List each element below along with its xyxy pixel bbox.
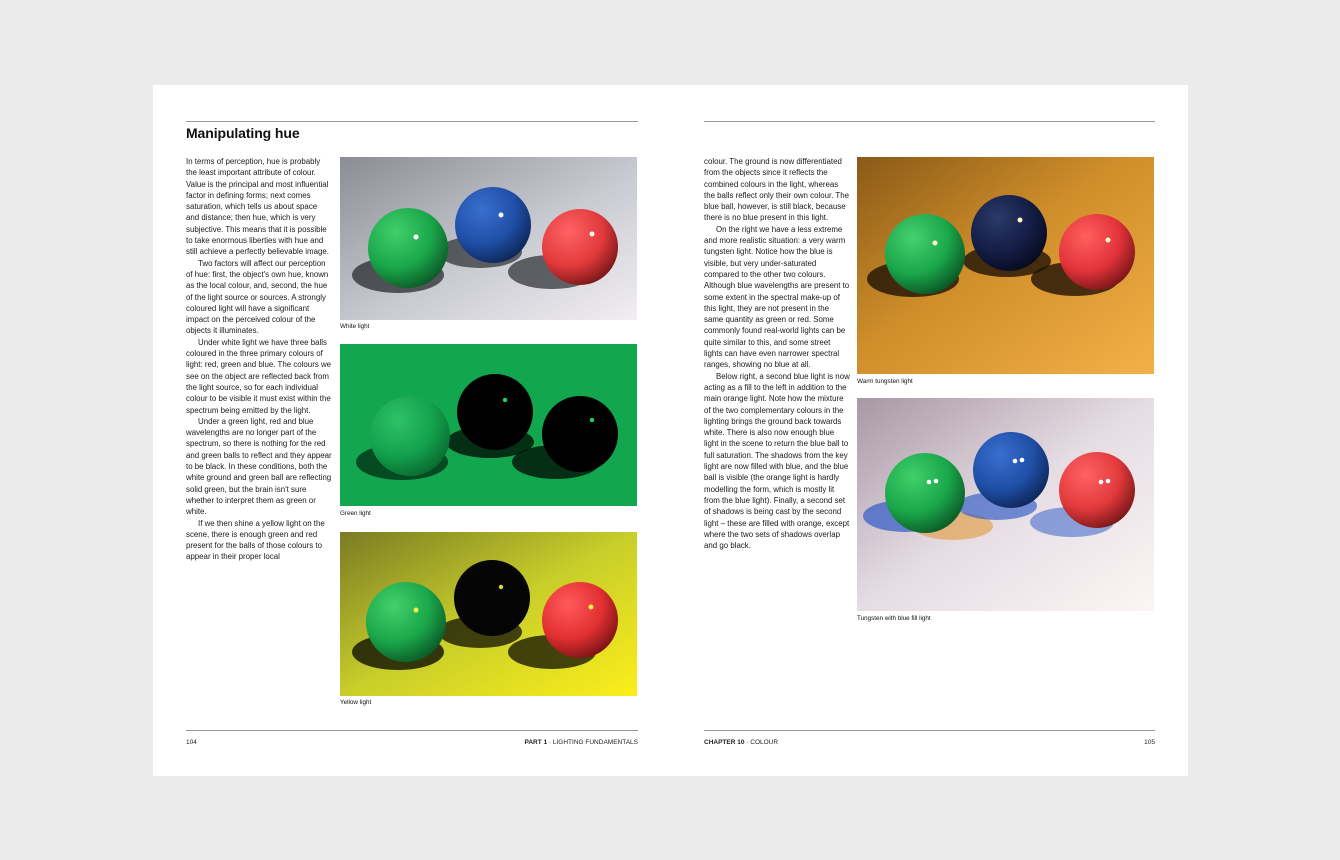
right-body-text	[704, 156, 850, 551]
paragraph: If we then shine a yellow light on the scene, there is enough green and red present for the balls of those colours to appear in their proper local	[186, 518, 325, 562]
paragraph: Two factors will affect our perception of hue: first, the object's own hue, known as the local colour, and, second, the hue of the light source or sources. A strongly coloured light will have a significant impact on the perceived colour of the objects it illuminates.	[186, 258, 329, 336]
caption-green-light: Green light	[340, 510, 371, 517]
green-ball	[370, 396, 450, 476]
green-ball	[368, 208, 448, 288]
red-ball	[1059, 214, 1135, 290]
left-bottom-rule	[186, 730, 638, 731]
blue-ball	[971, 195, 1047, 271]
right-bottom-rule	[704, 730, 1155, 731]
paragraph: colour. The ground is now differentiated from the objects since it reflects the combined colours in the light, whereas the balls reflect only their own colour. The blue ball, however, is still black, because there is no blue present in this light.	[704, 157, 850, 223]
green-ball	[885, 453, 965, 533]
chapter-title: · COLOUR	[744, 739, 779, 746]
blue-ball	[973, 432, 1049, 508]
figure-tungsten-blue-fill	[857, 398, 1154, 611]
blue-ball	[457, 374, 533, 450]
paragraph: In terms of perception, hue is probably the least important attribute of colour. Value is the principal and most influential factor in defining forms; next comes saturation, which tells us about space and distance; then hue, which is very subjective. This means that it is possible to take enormous liberties with hue and still achieve a perfectly believable image.	[186, 157, 329, 257]
green-ball	[366, 582, 446, 662]
paragraph: Under a green light, red and blue wavelengths are no longer part of the spectrum, so there is nothing for the red and green balls to reflect and they appear to be black. In these conditions, both the white ground and green ball are reflecting solid green, but the brain isn't sure whether to interpret them as green or white.	[186, 416, 332, 517]
part-label: PART 1	[524, 739, 548, 746]
caption-white-light: White light	[340, 323, 370, 330]
red-ball	[542, 396, 618, 472]
figure-warm-tungsten-light	[857, 157, 1154, 374]
left-top-rule	[186, 121, 638, 122]
right-top-rule	[704, 121, 1155, 122]
caption-warm-tungsten-light: Warm tungsten light	[857, 378, 913, 385]
blue-ball	[454, 560, 530, 636]
left-page-number: 104	[186, 739, 197, 746]
chapter-label: CHAPTER 10	[704, 739, 745, 746]
right-running-footer	[704, 739, 778, 746]
green-ball	[885, 214, 965, 294]
figure-yellow-light	[340, 532, 637, 696]
red-ball	[1059, 452, 1135, 528]
right-page-number: 105	[1144, 739, 1155, 746]
caption-yellow-light: Yellow light	[340, 699, 372, 706]
blue-ball	[455, 187, 531, 263]
figure-white-light	[340, 157, 637, 320]
paragraph: Under white light we have three balls coloured in the three primary colours of light: red, green and blue. The colours we see on the object are reflected back from the light source, so for each individual colour to be visible it must exist within the spectrum being emitted by the light.	[186, 337, 332, 415]
left-body-text	[186, 156, 332, 563]
page-title: Manipulating hue	[186, 125, 300, 141]
paragraph: On the right we have a less extreme and more realistic situation: a very warm tungsten light. Notice how the blue is visible, but very under-saturated compared to the other two colours. Although blue wavelengths are present to some extent in the spectral make-up of this light, they are not present in the same quantity as green or red. Some commonly found real-world lights can be quite similar to this, and some street lights can have even narrower spectral ranges, showing no blue at all.	[704, 224, 850, 370]
red-ball	[542, 582, 618, 658]
red-ball	[542, 209, 618, 285]
part-title: · LIGHTING FUNDAMENTALS	[547, 739, 638, 746]
paragraph: Below right, a second blue light is now acting as a fill to the left in addition to the main orange light. Note how the mixture of the two complementary colours in the lighting brings the ground back towards white. There is also now enough blue light in the scene to return the blue ball to full saturation. The shadows from the key light are now filled with blue, and the blue ball is visible (the orange light is hardly modelling the form, which is mostly lit from the blue light). Finally, a second set of shadows is being cast by the second light – these are filled with orange, except where the two sets of shadows overlap and go black.	[704, 371, 850, 551]
figure-green-light	[340, 344, 637, 506]
caption-tungsten-blue-fill: Tungsten with blue fill light	[857, 615, 931, 622]
left-running-footer	[524, 739, 638, 746]
book-spread	[153, 85, 1188, 776]
